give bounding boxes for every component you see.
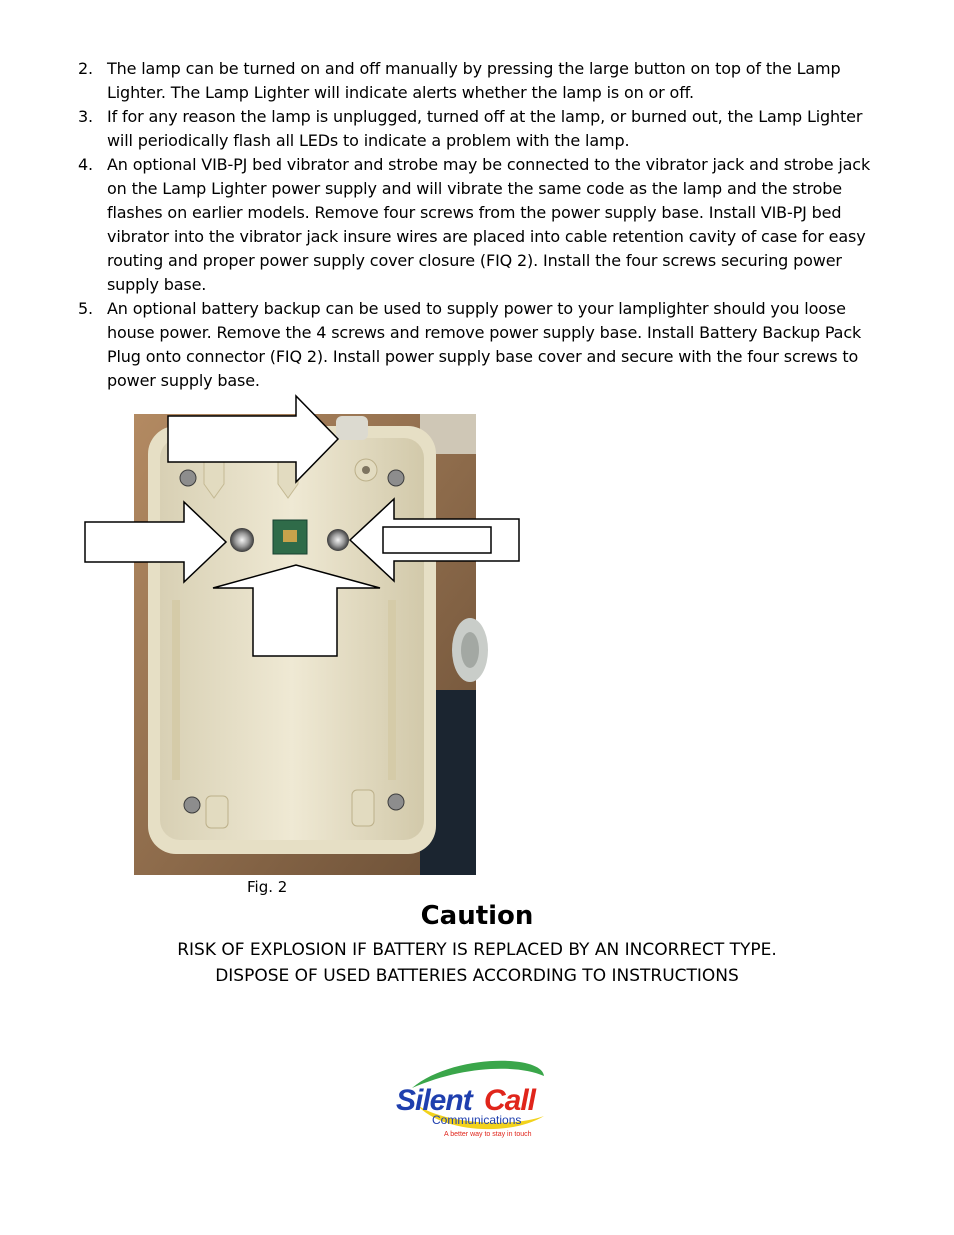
battery-connector bbox=[273, 520, 307, 554]
figure-caption: Fig. 2 bbox=[247, 878, 288, 896]
svg-text:Silent: Silent bbox=[396, 1084, 472, 1117]
silentcall-logo bbox=[392, 1058, 562, 1142]
item-number: 3. bbox=[78, 107, 93, 126]
svg-text:Communications: Communications bbox=[432, 1113, 522, 1127]
item-number: 2. bbox=[78, 59, 93, 78]
item-text: The lamp can be turned on and off manually by pressing the large button on top of the Lamp Lighter. The Lamp Lighter will indicate alerts whether the lamp is on or off. bbox=[107, 59, 841, 102]
item-text: An optional battery backup can be used to supply power to your lamplighter should you loose house power. Remove the 4 screws and remove power supply base. Install Battery Backup Pack Plug onto connector (FIQ 2). Install power supply base cover and secure with the four screws to power supply base. bbox=[107, 299, 862, 390]
strobe-jack bbox=[327, 529, 349, 551]
svg-text:A better way to stay in touch: A better way to stay in touch bbox=[444, 1131, 532, 1138]
round-object bbox=[452, 618, 488, 682]
svg-text:Call: Call bbox=[484, 1084, 536, 1117]
item-text: If for any reason the lamp is unplugged, turned off at the lamp, or burned out, the Lamp Lighter will periodically flash all LEDs to indicate a problem with the lamp. bbox=[107, 107, 863, 150]
caution-line: RISK OF EXPLOSION IF BATTERY IS REPLACED BY AN INCORRECT TYPE. bbox=[177, 940, 777, 960]
item-text: An optional VIB-PJ bed vibrator and strobe may be connected to the vibrator jack and strobe jack on the Lamp Lighter power supply and will vibrate the same code as the lamp and the strobe flashes on earlier models. Remove four screws from the power supply base. Install VIB-PJ bed vibrator into the vibrator jack insure wires are placed into cable retention cavity of case for easy routing and proper power supply cover closure (FIQ 2). Install the four screws securing power supply base. bbox=[107, 155, 871, 294]
caution-line: DISPOSE OF USED BATTERIES ACCORDING TO INSTRUCTIONS bbox=[215, 966, 739, 986]
item-number: 4. bbox=[78, 155, 93, 174]
arrow-label-box bbox=[383, 527, 491, 553]
item-number: 5. bbox=[78, 299, 93, 318]
vibrator-jack bbox=[230, 528, 254, 552]
caution-heading: Caution bbox=[420, 901, 534, 931]
